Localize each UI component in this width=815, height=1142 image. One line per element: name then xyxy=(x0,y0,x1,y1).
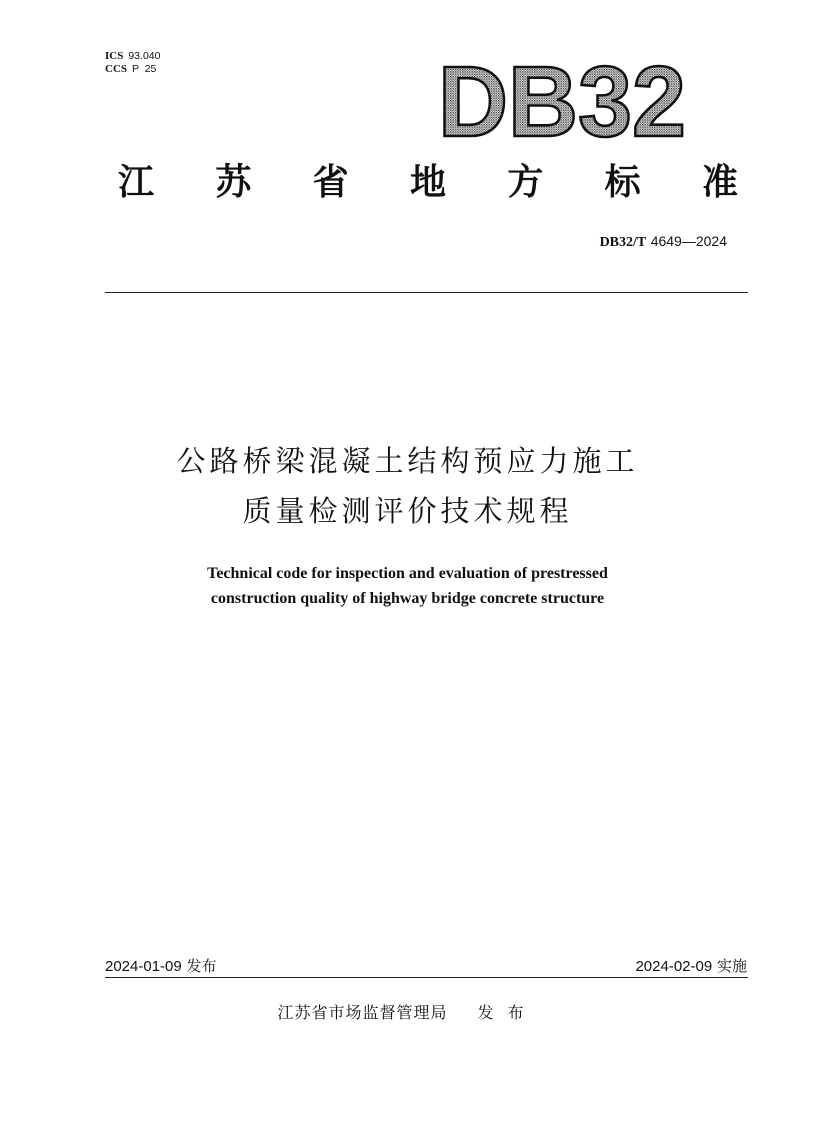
top-divider xyxy=(105,292,748,293)
ics-label: ICS xyxy=(105,50,124,62)
province-title-char: 地 xyxy=(409,162,446,203)
province-standard-title xyxy=(118,160,738,206)
issuer-action: 发布 xyxy=(477,1003,538,1022)
publish-date xyxy=(105,956,217,977)
publish-date-value: 2024-01-09 xyxy=(105,958,182,975)
ics-code xyxy=(105,50,160,62)
title-cn-line1: 公路桥梁混凝土结构预应力施工 xyxy=(176,444,639,478)
bottom-divider xyxy=(105,977,748,978)
implement-date-label: 实施 xyxy=(716,957,747,975)
implement-date-value: 2024-02-09 xyxy=(635,958,713,975)
publish-date-label: 发布 xyxy=(186,957,217,975)
province-title-char: 苏 xyxy=(215,162,252,203)
ccs-code xyxy=(105,63,156,75)
province-title-char: 江 xyxy=(118,162,155,203)
ccs-label: CCS xyxy=(105,63,128,75)
province-title-char: 标 xyxy=(604,162,641,203)
implement-date xyxy=(635,956,747,977)
province-title-char: 省 xyxy=(312,162,349,203)
ics-value: 93.040 xyxy=(128,50,161,62)
province-title-char: 方 xyxy=(507,162,544,203)
title-en-line2: construction quality of highway bridge concrete structure xyxy=(210,590,605,607)
title-cn-line2: 质量检测评价技术规程 xyxy=(242,494,573,528)
issuer xyxy=(0,1002,815,1024)
standard-prefix: DB32/T xyxy=(599,235,647,250)
standard-year-number: 4649—2024 xyxy=(650,233,727,249)
issuer-name: 江苏省市场监督管理局 xyxy=(277,1003,448,1022)
ccs-value: P 25 xyxy=(132,63,157,75)
standard-number xyxy=(600,232,727,252)
province-title-char: 准 xyxy=(701,162,738,203)
db32-logo xyxy=(438,52,688,144)
db32-logo-text: DB32 xyxy=(438,52,686,144)
title-en-line1: Technical code for inspection and evaluation of prestressed xyxy=(207,565,608,582)
